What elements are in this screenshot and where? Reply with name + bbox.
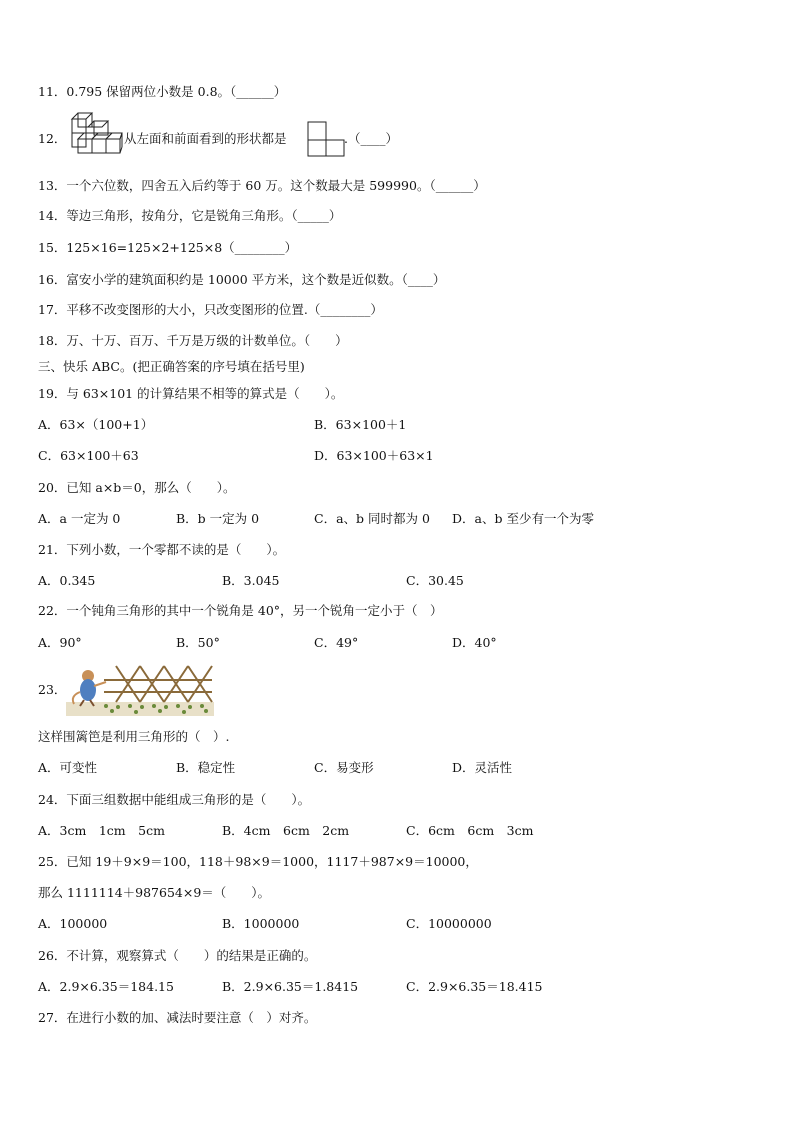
q25-option-a: A．100000 — [38, 916, 108, 931]
q25-option-b: B．1000000 — [222, 916, 300, 931]
question-15: 15．125×16=125×2+125×8（________） — [38, 240, 298, 255]
q19-option-c: C．63×100＋63 — [38, 448, 139, 463]
q19-option-b: B．63×100＋1 — [314, 417, 407, 432]
question-12-answer: .（____） — [344, 131, 398, 146]
question-25: 25．已知 19＋9×9＝100，118＋98×9＝1000，1117＋987×9＝10000， — [38, 854, 478, 869]
question-23-number: 23． — [38, 682, 67, 697]
q24-option-c: C．6cm 6cm 3cm — [406, 823, 534, 838]
q21-option-b: B．3.045 — [222, 573, 280, 588]
q26-option-c: C．2.9×6.35＝18.415 — [406, 979, 543, 994]
q19-option-a: A．63×（100+1） — [38, 417, 154, 432]
question-17: 17．平移不改变图形的大小，只改变图形的位置.（________） — [38, 302, 383, 317]
q20-option-b: B．b 一定为 0 — [176, 511, 260, 526]
q22-option-a: A．90° — [38, 635, 82, 650]
question-18: 18．万、十万、百万、千万是万级的计数单位。（ ） — [38, 333, 348, 348]
view-shape-figure — [306, 120, 346, 158]
fence-illustration — [66, 660, 216, 718]
q23-option-a: A．可变性 — [38, 760, 98, 775]
q25-option-c: C．10000000 — [406, 916, 492, 931]
q20-option-c: C．a、b 同时都为 0 — [314, 511, 430, 526]
question-22: 22．一个钝角三角形的其中一个锐角是 40°，另一个锐角一定小于（ ） — [38, 603, 443, 618]
question-13: 13．一个六位数，四舍五入后约等于 60 万。这个数最大是 599990。（______） — [38, 178, 486, 193]
question-14: 14．等边三角形，按角分，它是锐角三角形。（_____） — [38, 208, 342, 223]
question-11: 11．0.795 保留两位小数是 0.8。（______） — [38, 84, 287, 99]
q22-option-c: C．49° — [314, 635, 359, 650]
question-12-text: 从左面和前面看到的形状都是 — [124, 131, 287, 146]
question-21: 21．下列小数，一个零都不读的是（ ）。 — [38, 542, 286, 557]
question-20: 20．已知 a×b＝0，那么（ ）。 — [38, 480, 236, 495]
q24-option-b: B．4cm 6cm 2cm — [222, 823, 350, 838]
q22-option-d: D．40° — [452, 635, 497, 650]
question-24: 24．下面三组数据中能组成三角形的是（ ）。 — [38, 792, 311, 807]
q21-option-c: C．30.45 — [406, 573, 464, 588]
q23-option-b: B．稳定性 — [176, 760, 236, 775]
question-26: 26．不计算，观察算式（ ）的结果是正确的。 — [38, 948, 317, 963]
question-27: 27．在进行小数的加、减法时要注意（ ）对齐。 — [38, 1010, 317, 1025]
q23-option-d: D．灵活性 — [452, 760, 513, 775]
cube-stack-figure — [64, 109, 124, 161]
section-heading: 三、快乐 ABC。(把正确答案的序号填在括号里) — [38, 359, 305, 374]
q26-option-a: A．2.9×6.35＝184.15 — [38, 979, 174, 994]
q24-option-a: A．3cm 1cm 5cm — [38, 823, 165, 838]
q22-option-b: B．50° — [176, 635, 220, 650]
question-16: 16．富安小学的建筑面积约是 10000 平方米，这个数是近似数。（____） — [38, 272, 446, 287]
q23-option-c: C．易变形 — [314, 760, 374, 775]
question-25-line2: 那么 1111114＋987654×9＝（ ）。 — [38, 885, 271, 900]
question-23-text: 这样围篱笆是利用三角形的（ ）. — [38, 729, 230, 744]
q20-option-d: D．a、b 至少有一个为零 — [452, 511, 594, 526]
q26-option-b: B．2.9×6.35＝1.8415 — [222, 979, 359, 994]
q19-option-d: D．63×100＋63×1 — [314, 448, 434, 463]
q20-option-a: A．a 一定为 0 — [38, 511, 121, 526]
question-12-number: 12． — [38, 131, 67, 146]
q21-option-a: A．0.345 — [38, 573, 96, 588]
question-19: 19．与 63×101 的计算结果不相等的算式是（ ）。 — [38, 386, 344, 401]
